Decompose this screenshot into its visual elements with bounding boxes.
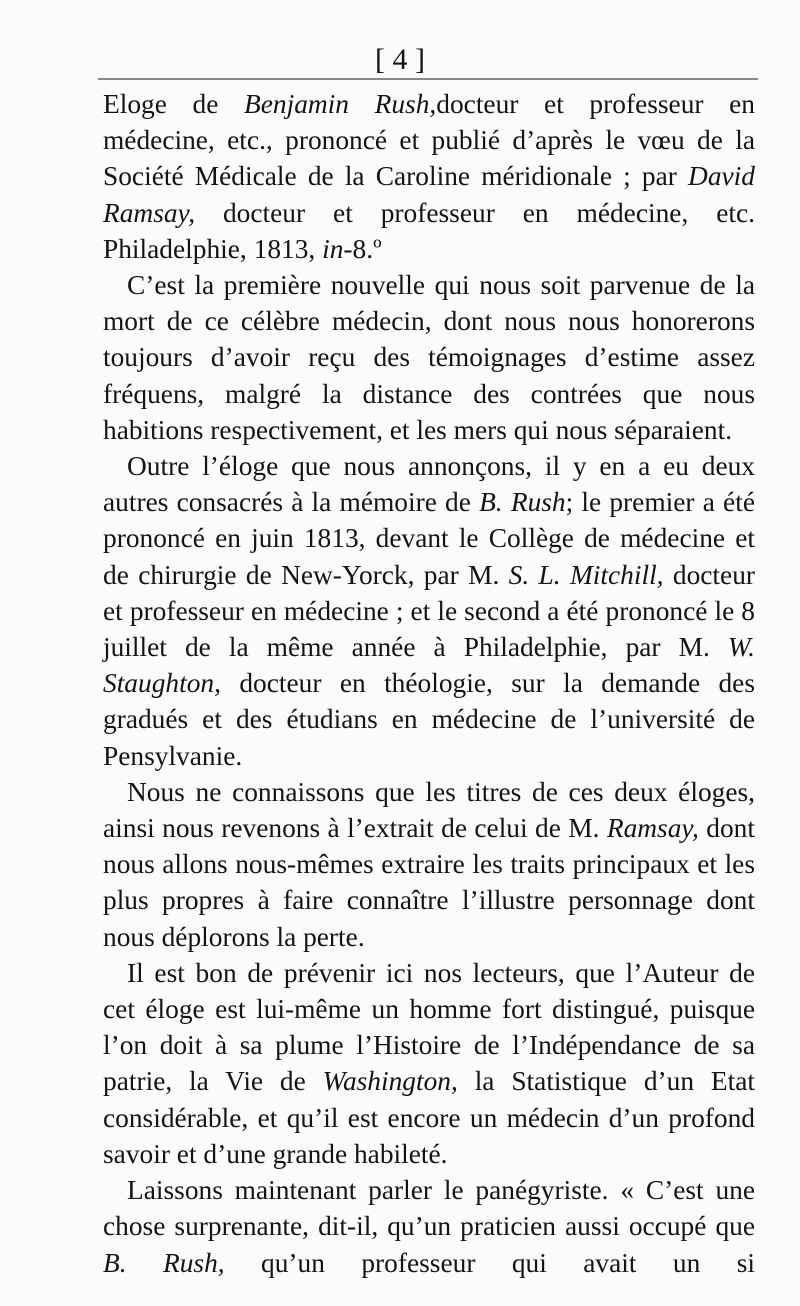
text-run: Outre l’éloge que nous annonçons, il y en a eu deux autres consacrés à la mémoire de <box>103 451 755 518</box>
text-run: Eloge de <box>103 89 245 119</box>
italic-text: Ramsay, <box>606 813 699 844</box>
header-rule <box>98 78 758 80</box>
italic-text: in <box>322 233 344 264</box>
paragraph-p1 <box>103 267 755 448</box>
text-run: docteur en théologie, sur la demande des gradués et des étudians en médecine de l’université de Pensylvanie. <box>103 668 755 771</box>
text-run: Nous ne connaissons que les titres de ces deux éloges, ainsi nous revenons à l’extrait de celui de M. <box>103 776 755 844</box>
text-body <box>103 86 755 1281</box>
italic-text: B. Rush, <box>103 1247 225 1278</box>
text-run: qu’un professeur qui avait un si <box>224 1247 755 1278</box>
paragraph-title <box>103 86 755 267</box>
text-run: la Statistique d’un Etat considérable, et qu’il est encore un médecin d’un profond savoir et d’une grande habileté. <box>103 1066 755 1169</box>
text-run: -8.º <box>343 233 382 264</box>
italic-text: David Ramsay, <box>103 161 755 228</box>
text-run: Il est bon de prévenir ici nos lecteurs, que l’Auteur de cet éloge est lui-même un homme fort distingué, puisque l’on doit à sa plume l’Histoire de l’Indépendance de sa patrie, la Vie de <box>103 957 755 1097</box>
text-run: C’est la première nouvelle qui nous soit parvenue de la mort de ce célèbre médecin, dont nous nous honorerons toujours d’avoir reçu des témoignages d’estime assez fréquens, malgré la distance des contrées que nous habitions respectivement, et les mers qui nous séparaient. <box>103 270 755 445</box>
paragraph-p2 <box>103 448 755 774</box>
text-run: ; le premier a été prononcé en juin 1813, devant le Collège de médecine et de chirurgie de New-Yorck, par M. <box>103 487 755 590</box>
italic-text: W. Staughton, <box>103 632 755 699</box>
italic-text: B. Rush <box>479 487 566 518</box>
paragraph-p3 <box>103 774 755 955</box>
text-run: docteur et professeur en médecine, etc. Philadelphie, 1813, <box>103 197 755 264</box>
text-run: Laissons maintenant parler le panégyriste. « C’est une chose surprenante, dit-il, qu’un praticien aussi occupé que <box>103 1175 755 1242</box>
text-run: docteur et professeur en médecine ; et le second a été prononcé le 8 juillet de la même année à Philadelphie, par M. <box>103 559 756 663</box>
paragraph-p5 <box>103 1172 755 1281</box>
italic-text: Washington, <box>322 1066 458 1097</box>
text-run: dont nous allons nous-mêmes extraire les traits principaux et les plus propres à faire connaître l’illustre personnage dont nous déplorons la perte. <box>103 813 755 952</box>
paragraph-p4 <box>103 955 755 1172</box>
page-number: [ 4 ] <box>375 43 425 76</box>
text-run: docteur et professeur en médecine, etc., prononcé et publié d’après le vœu de la Société Médicale de la Caroline méridionale ; par <box>103 89 756 192</box>
italic-text: S. L. Mitchill, <box>508 559 664 590</box>
italic-text: Benjamin Rush, <box>244 89 437 119</box>
